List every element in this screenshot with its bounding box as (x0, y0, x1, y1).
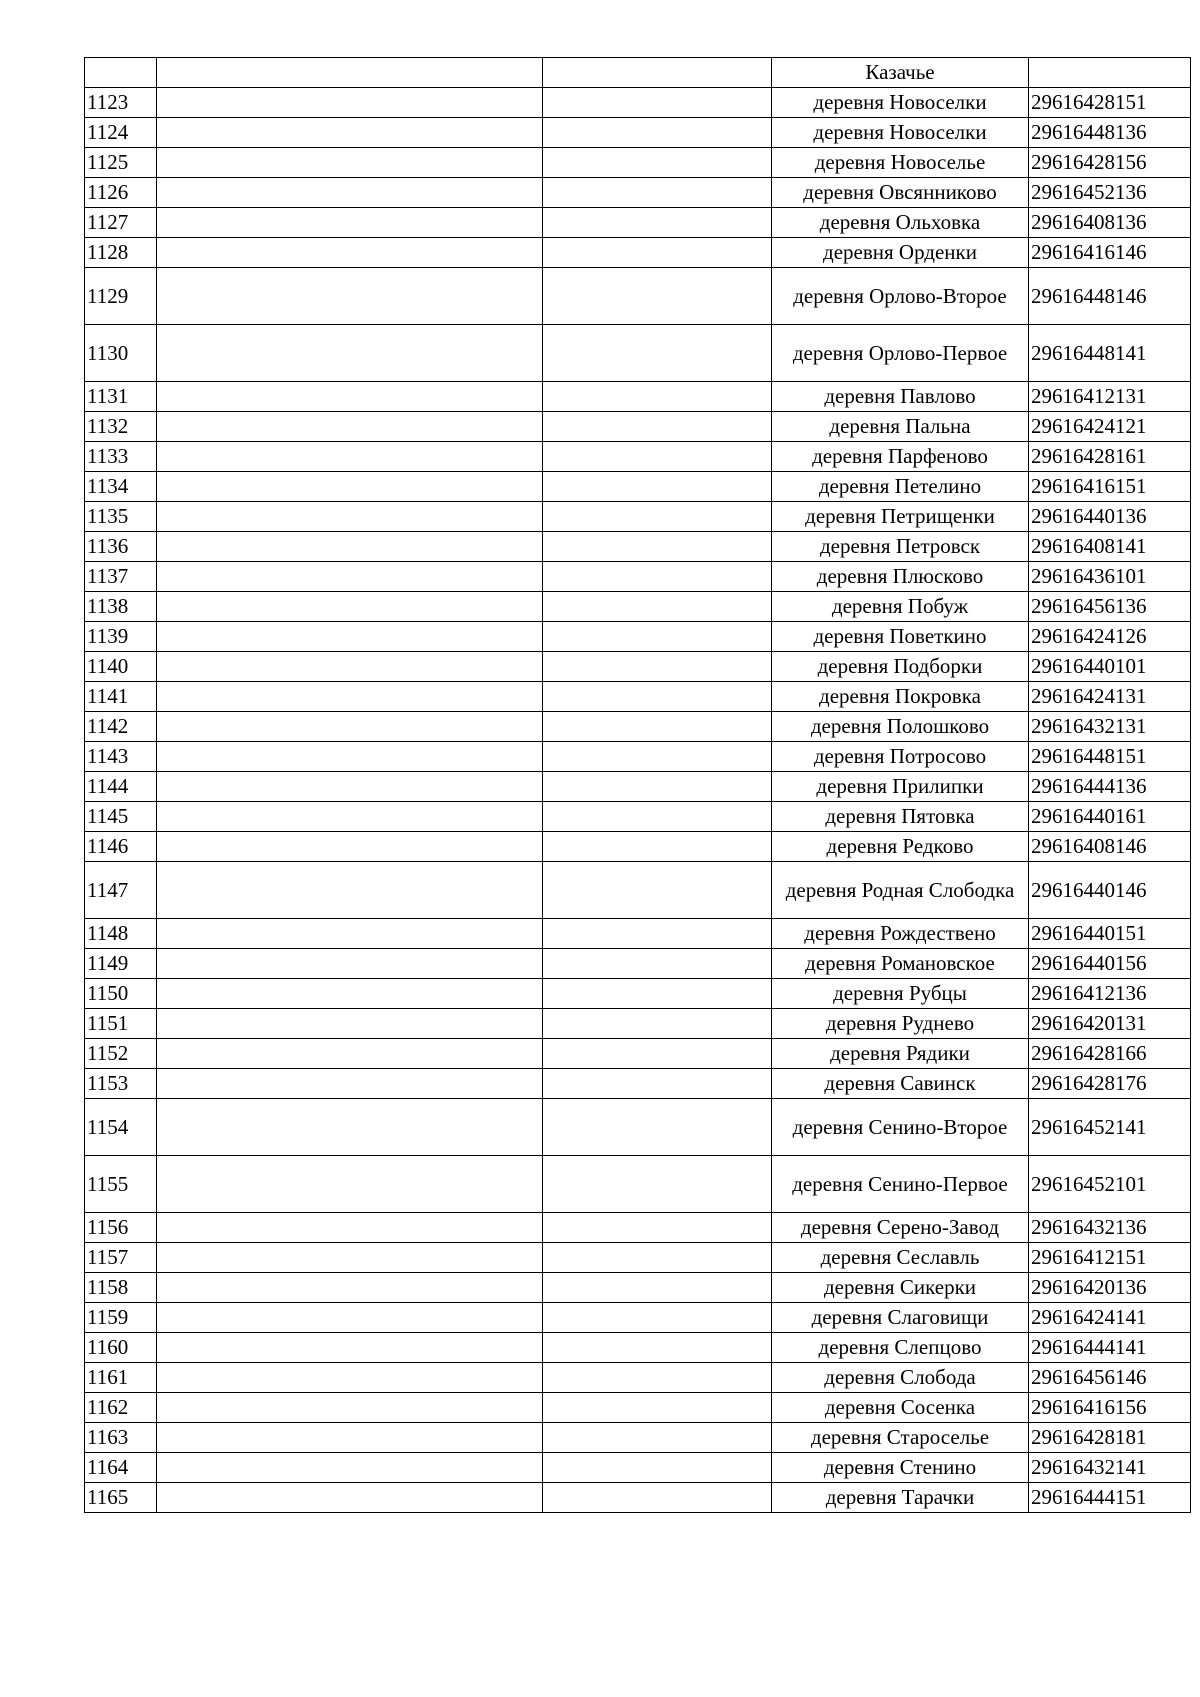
settlement-name-cell: деревня Слепцово (772, 1333, 1029, 1363)
empty-cell (157, 1483, 543, 1513)
settlement-name-cell: деревня Сеславль (772, 1243, 1029, 1273)
empty-cell (157, 238, 543, 268)
settlement-name-cell: деревня Побуж (772, 592, 1029, 622)
settlement-name-cell: деревня Потросово (772, 742, 1029, 772)
empty-cell (157, 118, 543, 148)
table-row (85, 1243, 1191, 1273)
table-row (85, 949, 1191, 979)
row-number-cell: 1160 (85, 1333, 157, 1363)
oktmo-code-cell: 29616412131 (1029, 382, 1191, 412)
empty-cell (157, 1333, 543, 1363)
row-number-cell: 1151 (85, 1009, 157, 1039)
row-number-cell: 1156 (85, 1213, 157, 1243)
oktmo-code-cell: 29616440156 (1029, 949, 1191, 979)
empty-cell (157, 562, 543, 592)
table-row (85, 1009, 1191, 1039)
row-number-cell: 1125 (85, 148, 157, 178)
table-row (85, 472, 1191, 502)
empty-cell (543, 1333, 772, 1363)
empty-cell (543, 682, 772, 712)
empty-cell (543, 1039, 772, 1069)
empty-cell (157, 325, 543, 382)
row-number-cell (85, 58, 157, 88)
empty-cell (157, 442, 543, 472)
row-number-cell: 1143 (85, 742, 157, 772)
empty-cell (543, 832, 772, 862)
empty-cell (157, 1423, 543, 1453)
empty-cell (543, 382, 772, 412)
oktmo-code-cell: 29616408136 (1029, 208, 1191, 238)
table-row (85, 148, 1191, 178)
empty-cell (543, 1213, 772, 1243)
row-number-cell: 1153 (85, 1069, 157, 1099)
empty-cell (157, 1393, 543, 1423)
settlements-table-body (85, 58, 1191, 1513)
row-number-cell: 1123 (85, 88, 157, 118)
settlement-name-cell: деревня Рождествено (772, 919, 1029, 949)
oktmo-code-cell: 29616420131 (1029, 1009, 1191, 1039)
row-number-cell: 1145 (85, 802, 157, 832)
oktmo-code-cell: 29616428156 (1029, 148, 1191, 178)
empty-cell (157, 58, 543, 88)
empty-cell (543, 979, 772, 1009)
empty-cell (543, 652, 772, 682)
table-row (85, 1213, 1191, 1243)
settlement-name-cell: деревня Пальна (772, 412, 1029, 442)
oktmo-code-cell: 29616424131 (1029, 682, 1191, 712)
row-number-cell: 1139 (85, 622, 157, 652)
table-row (85, 118, 1191, 148)
empty-cell (157, 502, 543, 532)
table-row (85, 1039, 1191, 1069)
empty-cell (157, 1303, 543, 1333)
table-row (85, 268, 1191, 325)
table-row (85, 682, 1191, 712)
empty-cell (157, 268, 543, 325)
empty-cell (543, 1483, 772, 1513)
empty-cell (543, 1069, 772, 1099)
oktmo-code-cell: 29616416151 (1029, 472, 1191, 502)
settlement-name-cell: деревня Поветкино (772, 622, 1029, 652)
oktmo-code-cell: 29616428161 (1029, 442, 1191, 472)
settlement-name-cell: деревня Покровка (772, 682, 1029, 712)
oktmo-code-cell: 29616448151 (1029, 742, 1191, 772)
settlement-name-cell: деревня Плюсково (772, 562, 1029, 592)
table-row (85, 442, 1191, 472)
settlement-name-cell: деревня Сенино-Второе (772, 1099, 1029, 1156)
table-row (85, 325, 1191, 382)
table-row (85, 652, 1191, 682)
empty-cell (543, 562, 772, 592)
settlement-name-cell: деревня Петровск (772, 532, 1029, 562)
oktmo-code-cell: 29616444141 (1029, 1333, 1191, 1363)
table-row (85, 592, 1191, 622)
empty-cell (543, 1393, 772, 1423)
oktmo-code-cell: 29616440161 (1029, 802, 1191, 832)
oktmo-code-cell: 29616420136 (1029, 1273, 1191, 1303)
row-number-cell: 1144 (85, 772, 157, 802)
empty-cell (157, 919, 543, 949)
row-number-cell: 1133 (85, 442, 157, 472)
oktmo-code-cell: 29616432141 (1029, 1453, 1191, 1483)
empty-cell (543, 802, 772, 832)
row-number-cell: 1147 (85, 862, 157, 919)
row-number-cell: 1138 (85, 592, 157, 622)
row-number-cell: 1142 (85, 712, 157, 742)
oktmo-code-cell: 29616444136 (1029, 772, 1191, 802)
settlement-name-cell: деревня Полошково (772, 712, 1029, 742)
empty-cell (157, 148, 543, 178)
oktmo-code-cell: 29616436101 (1029, 562, 1191, 592)
empty-cell (157, 472, 543, 502)
table-row (85, 1483, 1191, 1513)
row-number-cell: 1161 (85, 1363, 157, 1393)
row-number-cell: 1137 (85, 562, 157, 592)
row-number-cell: 1162 (85, 1393, 157, 1423)
table-row (85, 502, 1191, 532)
table-row (85, 622, 1191, 652)
empty-cell (543, 712, 772, 742)
empty-cell (543, 622, 772, 652)
oktmo-code-cell: 29616444151 (1029, 1483, 1191, 1513)
empty-cell (157, 592, 543, 622)
empty-cell (543, 919, 772, 949)
row-number-cell: 1127 (85, 208, 157, 238)
settlement-name-cell: деревня Новоселки (772, 118, 1029, 148)
row-number-cell: 1152 (85, 1039, 157, 1069)
table-row (85, 88, 1191, 118)
empty-cell (157, 1273, 543, 1303)
empty-cell (157, 862, 543, 919)
empty-cell (157, 412, 543, 442)
table-row (85, 802, 1191, 832)
settlement-name-cell: деревня Рядики (772, 1039, 1029, 1069)
settlement-name-cell: деревня Ольховка (772, 208, 1029, 238)
empty-cell (543, 58, 772, 88)
oktmo-code-cell: 29616428166 (1029, 1039, 1191, 1069)
table-row (85, 1303, 1191, 1333)
empty-cell (157, 1213, 543, 1243)
settlement-name-cell: деревня Староселье (772, 1423, 1029, 1453)
oktmo-code-cell: 29616440136 (1029, 502, 1191, 532)
oktmo-code-cell: 29616416156 (1029, 1393, 1191, 1423)
oktmo-code-cell: 29616456136 (1029, 592, 1191, 622)
row-number-cell: 1131 (85, 382, 157, 412)
settlement-name-cell: деревня Романовское (772, 949, 1029, 979)
settlement-name-cell: деревня Руднево (772, 1009, 1029, 1039)
oktmo-code-cell: 29616428181 (1029, 1423, 1191, 1453)
row-number-cell: 1129 (85, 268, 157, 325)
empty-cell (543, 502, 772, 532)
settlement-name-cell: деревня Петелино (772, 472, 1029, 502)
table-row (85, 58, 1191, 88)
row-number-cell: 1163 (85, 1423, 157, 1453)
empty-cell (543, 592, 772, 622)
table-row (85, 919, 1191, 949)
empty-cell (157, 712, 543, 742)
oktmo-code-cell: 29616424121 (1029, 412, 1191, 442)
oktmo-code-cell: 29616432131 (1029, 712, 1191, 742)
row-number-cell: 1155 (85, 1156, 157, 1213)
empty-cell (543, 148, 772, 178)
empty-cell (543, 88, 772, 118)
settlement-name-cell: деревня Пятовка (772, 802, 1029, 832)
empty-cell (543, 472, 772, 502)
empty-cell (157, 622, 543, 652)
settlement-name-cell: деревня Савинск (772, 1069, 1029, 1099)
table-row (85, 1156, 1191, 1213)
empty-cell (543, 442, 772, 472)
table-row (85, 532, 1191, 562)
table-row (85, 178, 1191, 208)
empty-cell (157, 1243, 543, 1273)
settlement-name-cell: деревня Овсянниково (772, 178, 1029, 208)
settlement-name-cell: деревня Сенино-Первое (772, 1156, 1029, 1213)
settlement-name-cell: деревня Тарачки (772, 1483, 1029, 1513)
oktmo-code-cell (1029, 58, 1191, 88)
empty-cell (543, 1009, 772, 1039)
row-number-cell: 1157 (85, 1243, 157, 1273)
table-row (85, 1273, 1191, 1303)
oktmo-code-cell: 29616408141 (1029, 532, 1191, 562)
empty-cell (157, 979, 543, 1009)
table-row (85, 1069, 1191, 1099)
settlement-name-cell: деревня Орлово-Первое (772, 325, 1029, 382)
empty-cell (543, 742, 772, 772)
empty-cell (543, 532, 772, 562)
table-row (85, 382, 1191, 412)
empty-cell (543, 1303, 772, 1333)
empty-cell (543, 325, 772, 382)
oktmo-code-cell: 29616452136 (1029, 178, 1191, 208)
empty-cell (157, 949, 543, 979)
oktmo-code-cell: 29616432136 (1029, 1213, 1191, 1243)
empty-cell (157, 772, 543, 802)
empty-cell (543, 862, 772, 919)
empty-cell (157, 88, 543, 118)
settlement-name-cell: деревня Новоселки (772, 88, 1029, 118)
table-row (85, 562, 1191, 592)
settlement-name-cell: деревня Слаговищи (772, 1303, 1029, 1333)
row-number-cell: 1150 (85, 979, 157, 1009)
oktmo-code-cell: 29616448146 (1029, 268, 1191, 325)
empty-cell (543, 772, 772, 802)
empty-cell (157, 382, 543, 412)
table-row (85, 1423, 1191, 1453)
row-number-cell: 1159 (85, 1303, 157, 1333)
row-number-cell: 1165 (85, 1483, 157, 1513)
settlement-name-cell: деревня Стенино (772, 1453, 1029, 1483)
oktmo-code-cell: 29616416146 (1029, 238, 1191, 268)
empty-cell (157, 742, 543, 772)
row-number-cell: 1141 (85, 682, 157, 712)
table-row (85, 772, 1191, 802)
settlement-name-cell: деревня Орлово-Второе (772, 268, 1029, 325)
table-row (85, 238, 1191, 268)
empty-cell (543, 178, 772, 208)
oktmo-code-cell: 29616412151 (1029, 1243, 1191, 1273)
row-number-cell: 1164 (85, 1453, 157, 1483)
empty-cell (157, 802, 543, 832)
row-number-cell: 1128 (85, 238, 157, 268)
empty-cell (157, 1363, 543, 1393)
table-row (85, 208, 1191, 238)
table-row (85, 832, 1191, 862)
table-row (85, 742, 1191, 772)
empty-cell (157, 832, 543, 862)
empty-cell (543, 412, 772, 442)
row-number-cell: 1146 (85, 832, 157, 862)
empty-cell (543, 208, 772, 238)
row-number-cell: 1140 (85, 652, 157, 682)
row-number-cell: 1154 (85, 1099, 157, 1156)
oktmo-code-cell: 29616408146 (1029, 832, 1191, 862)
oktmo-code-cell: 29616452101 (1029, 1156, 1191, 1213)
oktmo-code-cell: 29616440146 (1029, 862, 1191, 919)
table-row (85, 1393, 1191, 1423)
empty-cell (157, 1156, 543, 1213)
oktmo-code-cell: 29616424141 (1029, 1303, 1191, 1333)
settlement-name-cell: деревня Павлово (772, 382, 1029, 412)
table-row (85, 1333, 1191, 1363)
table-row (85, 862, 1191, 919)
empty-cell (157, 1009, 543, 1039)
table-row (85, 1099, 1191, 1156)
settlement-name-cell: деревня Петрищенки (772, 502, 1029, 532)
row-number-cell: 1134 (85, 472, 157, 502)
empty-cell (157, 1099, 543, 1156)
settlement-name-cell: деревня Родная Слободка (772, 862, 1029, 919)
settlement-name-cell: Казачье (772, 58, 1029, 88)
empty-cell (157, 208, 543, 238)
empty-cell (543, 118, 772, 148)
table-row (85, 712, 1191, 742)
table-row (85, 979, 1191, 1009)
oktmo-code-cell: 29616424126 (1029, 622, 1191, 652)
empty-cell (157, 178, 543, 208)
row-number-cell: 1158 (85, 1273, 157, 1303)
settlement-name-cell: деревня Парфеново (772, 442, 1029, 472)
empty-cell (543, 268, 772, 325)
empty-cell (157, 1039, 543, 1069)
row-number-cell: 1132 (85, 412, 157, 442)
empty-cell (157, 1453, 543, 1483)
row-number-cell: 1149 (85, 949, 157, 979)
table-row (85, 1453, 1191, 1483)
oktmo-code-cell: 29616428176 (1029, 1069, 1191, 1099)
table-row (85, 1363, 1191, 1393)
oktmo-code-cell: 29616440151 (1029, 919, 1191, 949)
empty-cell (543, 1243, 772, 1273)
settlement-name-cell: деревня Прилипки (772, 772, 1029, 802)
row-number-cell: 1126 (85, 178, 157, 208)
empty-cell (543, 1453, 772, 1483)
oktmo-code-cell: 29616428151 (1029, 88, 1191, 118)
oktmo-code-cell: 29616440101 (1029, 652, 1191, 682)
settlement-name-cell: деревня Новоселье (772, 148, 1029, 178)
settlement-name-cell: деревня Сикерки (772, 1273, 1029, 1303)
empty-cell (543, 238, 772, 268)
row-number-cell: 1136 (85, 532, 157, 562)
settlement-name-cell: деревня Рубцы (772, 979, 1029, 1009)
settlement-name-cell: деревня Орденки (772, 238, 1029, 268)
settlement-name-cell: деревня Редково (772, 832, 1029, 862)
oktmo-code-cell: 29616448136 (1029, 118, 1191, 148)
empty-cell (543, 1099, 772, 1156)
empty-cell (157, 652, 543, 682)
empty-cell (157, 682, 543, 712)
empty-cell (543, 1363, 772, 1393)
oktmo-code-cell: 29616456146 (1029, 1363, 1191, 1393)
row-number-cell: 1148 (85, 919, 157, 949)
oktmo-code-cell: 29616412136 (1029, 979, 1191, 1009)
settlement-name-cell: деревня Серено-Завод (772, 1213, 1029, 1243)
row-number-cell: 1135 (85, 502, 157, 532)
settlements-table (84, 57, 1191, 1513)
row-number-cell: 1130 (85, 325, 157, 382)
settlement-name-cell: деревня Слобода (772, 1363, 1029, 1393)
empty-cell (157, 532, 543, 562)
empty-cell (543, 1273, 772, 1303)
empty-cell (543, 949, 772, 979)
oktmo-code-cell: 29616448141 (1029, 325, 1191, 382)
oktmo-code-cell: 29616452141 (1029, 1099, 1191, 1156)
row-number-cell: 1124 (85, 118, 157, 148)
table-row (85, 412, 1191, 442)
empty-cell (157, 1069, 543, 1099)
settlement-name-cell: деревня Сосенка (772, 1393, 1029, 1423)
settlement-name-cell: деревня Подборки (772, 652, 1029, 682)
empty-cell (543, 1156, 772, 1213)
empty-cell (543, 1423, 772, 1453)
